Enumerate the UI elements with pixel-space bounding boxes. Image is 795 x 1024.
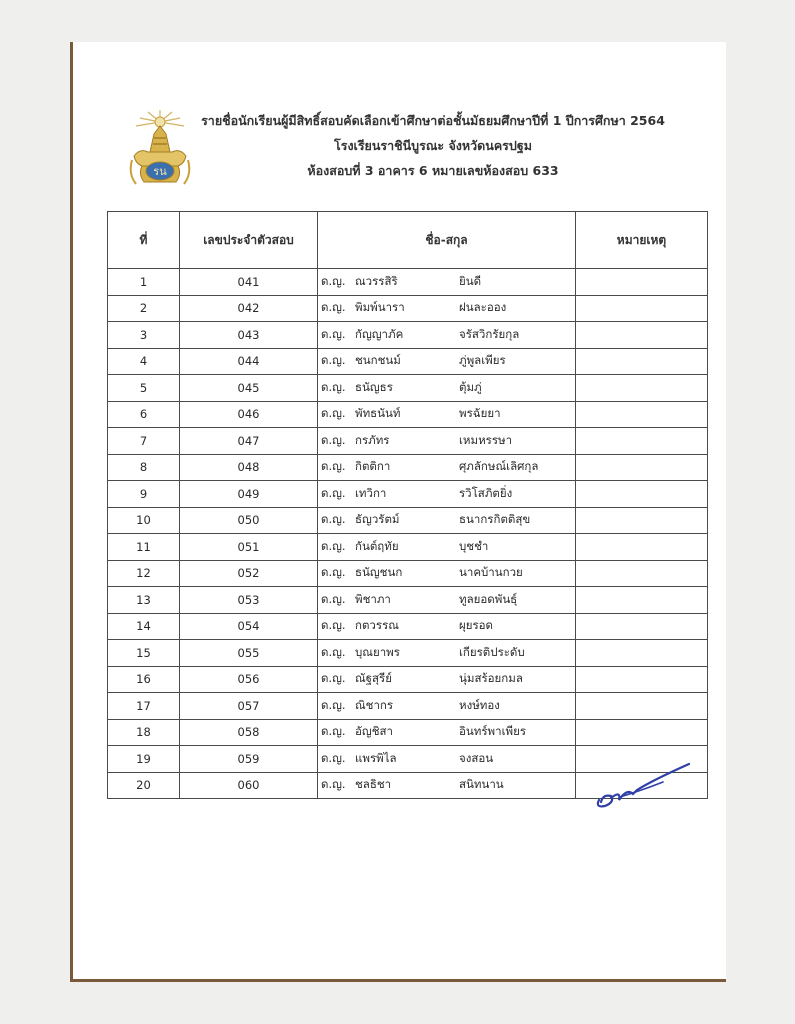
row-exam-id: 049	[180, 481, 318, 508]
row-name-prefix: ด.ญ.	[321, 432, 346, 447]
row-remark	[576, 428, 708, 455]
row-last-name: นาคบ้านกวย	[459, 565, 523, 580]
row-number: 1	[108, 269, 180, 296]
row-first-name: ณวรรสิริ	[355, 273, 398, 288]
row-number: 4	[108, 348, 180, 375]
header-school: โรงเรียนราชินีบูรณะ จังหวัดนครปฐม	[334, 138, 532, 153]
table-row	[108, 481, 708, 508]
table-row	[108, 640, 708, 667]
row-name-cell	[318, 507, 576, 534]
row-number: 17	[108, 693, 180, 720]
table-row	[108, 560, 708, 587]
row-name-prefix: ด.ญ.	[321, 353, 346, 368]
row-exam-id: 050	[180, 507, 318, 534]
row-last-name: หงษ์ทอง	[459, 697, 500, 712]
row-last-name: นุ่มสร้อยกมล	[459, 671, 523, 686]
row-remark	[576, 348, 708, 375]
row-number: 7	[108, 428, 180, 455]
row-last-name: พรฉัยยา	[459, 406, 501, 421]
row-remark	[576, 534, 708, 561]
row-last-name: ธนากรกิตติสุข	[459, 512, 531, 527]
school-emblem-icon	[128, 108, 192, 192]
row-name-prefix: ด.ญ.	[321, 459, 346, 474]
row-exam-id: 052	[180, 560, 318, 587]
row-first-name: แพรพิไล	[355, 750, 397, 765]
row-last-name: ฝนละออง	[459, 300, 507, 315]
row-first-name: เทวิกา	[355, 485, 387, 500]
row-name-cell	[318, 613, 576, 640]
row-number: 9	[108, 481, 180, 508]
row-exam-id: 054	[180, 613, 318, 640]
row-last-name: สนิทนาน	[459, 777, 504, 792]
header-exam-room: ห้องสอบที่ 3 อาคาร 6 หมายเลขห้องสอบ 633	[307, 163, 559, 178]
row-name-cell	[318, 375, 576, 402]
row-name-prefix: ด.ญ.	[321, 777, 346, 792]
row-exam-id: 058	[180, 719, 318, 746]
row-remark	[576, 322, 708, 349]
row-last-name: รวิโสภิตยิ่ง	[459, 485, 513, 500]
column-header-number: ที่	[108, 212, 180, 269]
row-name-prefix: ด.ญ.	[321, 485, 346, 500]
row-exam-id: 056	[180, 666, 318, 693]
row-last-name: ผุยรอด	[459, 618, 494, 633]
row-number: 19	[108, 746, 180, 773]
row-name-prefix: ด.ญ.	[321, 406, 346, 421]
row-name-cell	[318, 269, 576, 296]
row-name-cell	[318, 401, 576, 428]
table-row	[108, 719, 708, 746]
row-remark	[576, 507, 708, 534]
row-remark	[576, 454, 708, 481]
row-exam-id: 051	[180, 534, 318, 561]
row-name-cell	[318, 719, 576, 746]
row-last-name: ภู่พูลเพียร	[459, 353, 506, 368]
table-row	[108, 454, 708, 481]
row-first-name: ธนัญธร	[355, 379, 393, 394]
row-name-prefix: ด.ญ.	[321, 750, 346, 765]
row-exam-id: 053	[180, 587, 318, 614]
column-header-remark: หมายเหตุ	[576, 212, 708, 269]
row-first-name: อัญชิสา	[355, 724, 393, 739]
row-number: 10	[108, 507, 180, 534]
row-name-prefix: ด.ญ.	[321, 724, 346, 739]
row-name-prefix: ด.ญ.	[321, 538, 346, 553]
row-last-name: จงสอน	[459, 750, 494, 765]
row-remark	[576, 269, 708, 296]
row-last-name: บุชชำ	[459, 538, 489, 553]
document-header	[193, 108, 673, 183]
row-number: 15	[108, 640, 180, 667]
row-name-cell	[318, 348, 576, 375]
row-name-cell	[318, 587, 576, 614]
row-number: 13	[108, 587, 180, 614]
row-exam-id: 045	[180, 375, 318, 402]
row-name-cell	[318, 693, 576, 720]
row-number: 16	[108, 666, 180, 693]
row-first-name: พัทธนันท์	[355, 406, 401, 421]
row-name-cell	[318, 295, 576, 322]
document-page	[70, 42, 726, 982]
table-row	[108, 428, 708, 455]
row-name-prefix: ด.ญ.	[321, 565, 346, 580]
row-name-prefix: ด.ญ.	[321, 618, 346, 633]
row-last-name: เกียรติประดับ	[459, 644, 525, 659]
svg-text:รน: รน	[153, 165, 167, 178]
row-last-name: เหมหรรษา	[459, 432, 513, 447]
table-row	[108, 613, 708, 640]
row-first-name: พิมพ์นารา	[355, 300, 405, 315]
header-title: รายชื่อนักเรียนผู้มีสิทธิ์สอบคัดเลือกเข้าศึกษาต่อชั้นมัธยมศึกษาปีที่ 1 ปีการศึกษา 2564	[201, 113, 665, 128]
row-name-cell	[318, 560, 576, 587]
row-first-name: กรภัทร	[355, 432, 390, 447]
row-name-prefix: ด.ญ.	[321, 644, 346, 659]
row-name-prefix: ด.ญ.	[321, 671, 346, 686]
row-name-cell	[318, 534, 576, 561]
table-row	[108, 507, 708, 534]
table-row	[108, 587, 708, 614]
row-exam-id: 043	[180, 322, 318, 349]
row-name-prefix: ด.ญ.	[321, 591, 346, 606]
row-remark	[576, 719, 708, 746]
row-remark	[576, 375, 708, 402]
row-remark	[576, 401, 708, 428]
column-header-name: ชื่อ-สกุล	[318, 212, 576, 269]
row-exam-id: 047	[180, 428, 318, 455]
row-name-cell	[318, 454, 576, 481]
row-first-name: กิตติกา	[355, 459, 391, 474]
row-remark	[576, 560, 708, 587]
row-number: 2	[108, 295, 180, 322]
row-name-cell	[318, 640, 576, 667]
row-first-name: กัญญาภัค	[355, 326, 404, 341]
row-name-cell	[318, 428, 576, 455]
table-row	[108, 401, 708, 428]
row-name-prefix: ด.ญ.	[321, 300, 346, 315]
row-name-prefix: ด.ญ.	[321, 273, 346, 288]
table-row	[108, 534, 708, 561]
row-exam-id: 059	[180, 746, 318, 773]
table-row	[108, 348, 708, 375]
signature-image	[593, 760, 693, 812]
row-exam-id: 057	[180, 693, 318, 720]
row-first-name: กันต์ฤทัย	[355, 538, 399, 553]
row-remark	[576, 640, 708, 667]
row-first-name: พิชาภา	[355, 591, 391, 606]
row-remark	[576, 295, 708, 322]
table-row	[108, 666, 708, 693]
row-number: 5	[108, 375, 180, 402]
row-number: 12	[108, 560, 180, 587]
row-name-prefix: ด.ญ.	[321, 697, 346, 712]
table-row	[108, 375, 708, 402]
row-first-name: ณัฐสุรีย์	[355, 671, 392, 686]
column-header-exam-id: เลขประจำตัวสอบ	[180, 212, 318, 269]
row-exam-id: 044	[180, 348, 318, 375]
row-exam-id: 041	[180, 269, 318, 296]
row-number: 11	[108, 534, 180, 561]
table-row	[108, 295, 708, 322]
row-last-name: อินทร์พาเพียร	[459, 724, 526, 739]
row-name-prefix: ด.ญ.	[321, 379, 346, 394]
row-last-name: ศุภลักษณ์เลิศกุล	[459, 459, 539, 474]
row-last-name: จรัสวิกรัยกุล	[459, 326, 520, 341]
row-first-name: กตวรรณ	[355, 618, 399, 633]
row-last-name: ยินดี	[459, 273, 482, 288]
row-number: 18	[108, 719, 180, 746]
row-number: 20	[108, 772, 180, 799]
row-remark	[576, 587, 708, 614]
row-first-name: ณิชากร	[355, 697, 394, 712]
row-number: 6	[108, 401, 180, 428]
row-exam-id: 055	[180, 640, 318, 667]
row-first-name: ธนัญชนก	[355, 565, 403, 580]
row-last-name: ตุ้มภู่	[459, 379, 482, 394]
row-remark	[576, 666, 708, 693]
row-first-name: ชนกชนม์	[355, 353, 401, 368]
row-first-name: บุณยาพร	[355, 644, 400, 659]
row-name-prefix: ด.ญ.	[321, 512, 346, 527]
row-remark	[576, 613, 708, 640]
row-remark	[576, 693, 708, 720]
row-name-cell	[318, 666, 576, 693]
row-first-name: ธัญวรัตม์	[355, 512, 400, 527]
row-number: 3	[108, 322, 180, 349]
row-first-name: ชลธิชา	[355, 777, 392, 792]
row-exam-id: 042	[180, 295, 318, 322]
row-name-cell	[318, 772, 576, 799]
row-exam-id: 046	[180, 401, 318, 428]
table-row	[108, 322, 708, 349]
row-name-cell	[318, 746, 576, 773]
row-last-name: ทูลยอดพันธุ์	[459, 591, 518, 606]
table-header-row	[108, 212, 708, 269]
row-exam-id: 048	[180, 454, 318, 481]
row-exam-id: 060	[180, 772, 318, 799]
row-name-cell	[318, 322, 576, 349]
row-name-cell	[318, 481, 576, 508]
row-number: 8	[108, 454, 180, 481]
student-table	[107, 211, 708, 799]
row-name-prefix: ด.ญ.	[321, 326, 346, 341]
row-remark	[576, 481, 708, 508]
table-row	[108, 269, 708, 296]
row-number: 14	[108, 613, 180, 640]
table-row	[108, 693, 708, 720]
